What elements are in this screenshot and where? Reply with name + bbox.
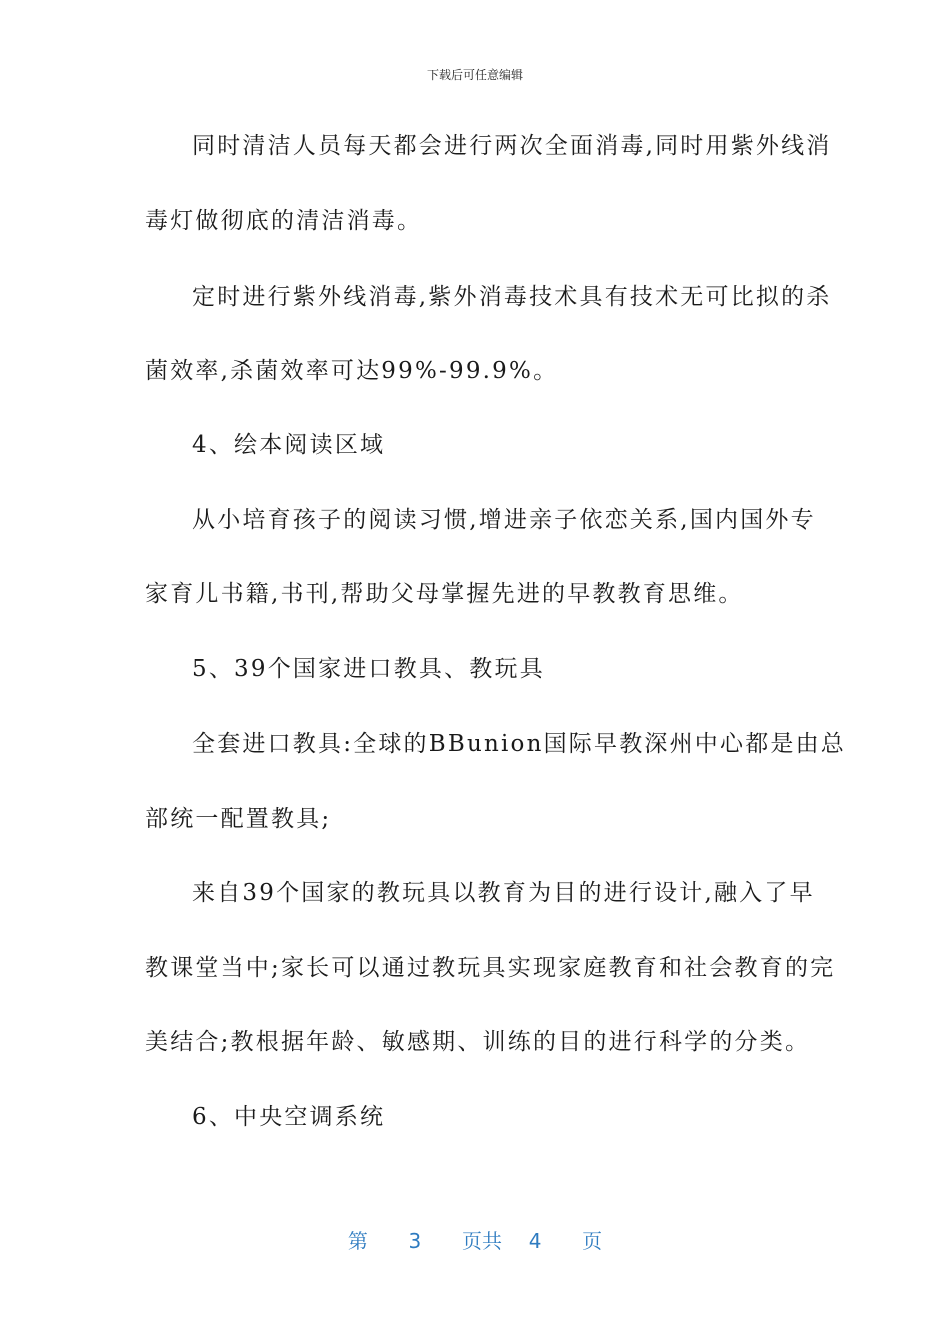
footer-page-prefix: 第 [347, 1229, 368, 1253]
paragraph-line: 毒灯做彻底的清洁消毒。 [145, 208, 423, 234]
section-heading: 4、绘本阅读区域 [192, 432, 386, 458]
footer-page-current: 3 [408, 1229, 422, 1253]
header-note: 下载后可任意编辑 [426, 68, 523, 82]
paragraph-line: 从小培育孩子的阅读习惯,增进亲子依恋关系,国内国外专 [192, 507, 816, 533]
paragraph-line: 来自39个国家的教玩具以教育为目的进行设计,融入了早 [192, 880, 815, 906]
paragraph-line: 部统一配置教具; [145, 806, 332, 832]
page-footer [0, 1225, 950, 1254]
section-heading: 5、39个国家进口教具、教玩具 [192, 656, 545, 682]
page-header [0, 66, 950, 83]
paragraph-line: 美结合;教根据年龄、敏感期、训练的目的进行科学的分类。 [145, 1029, 811, 1055]
footer-page-mid: 页共 [462, 1229, 502, 1253]
paragraph-line: 家育儿书籍,书刊,帮助父母掌握先进的早教教育思维。 [145, 581, 744, 607]
section-heading: 6、中央空调系统 [192, 1104, 386, 1130]
paragraph-line: 定时进行紫外线消毒,紫外消毒技术具有技术无可比拟的杀 [192, 284, 832, 310]
paragraph-line: 教课堂当中;家长可以通过教玩具实现家庭教育和社会教育的完 [145, 955, 836, 981]
paragraph-line: 全套进口教具:全球的BBunion国际早教深州中心都是由总 [192, 731, 846, 757]
paragraph-line: 菌效率,杀菌效率可达99%-99.9%。 [145, 358, 559, 384]
paragraph-line: 同时清洁人员每天都会进行两次全面消毒,同时用紫外线消 [192, 133, 832, 159]
footer-page-suffix: 页 [582, 1229, 603, 1253]
footer-page-total: 4 [528, 1229, 542, 1253]
